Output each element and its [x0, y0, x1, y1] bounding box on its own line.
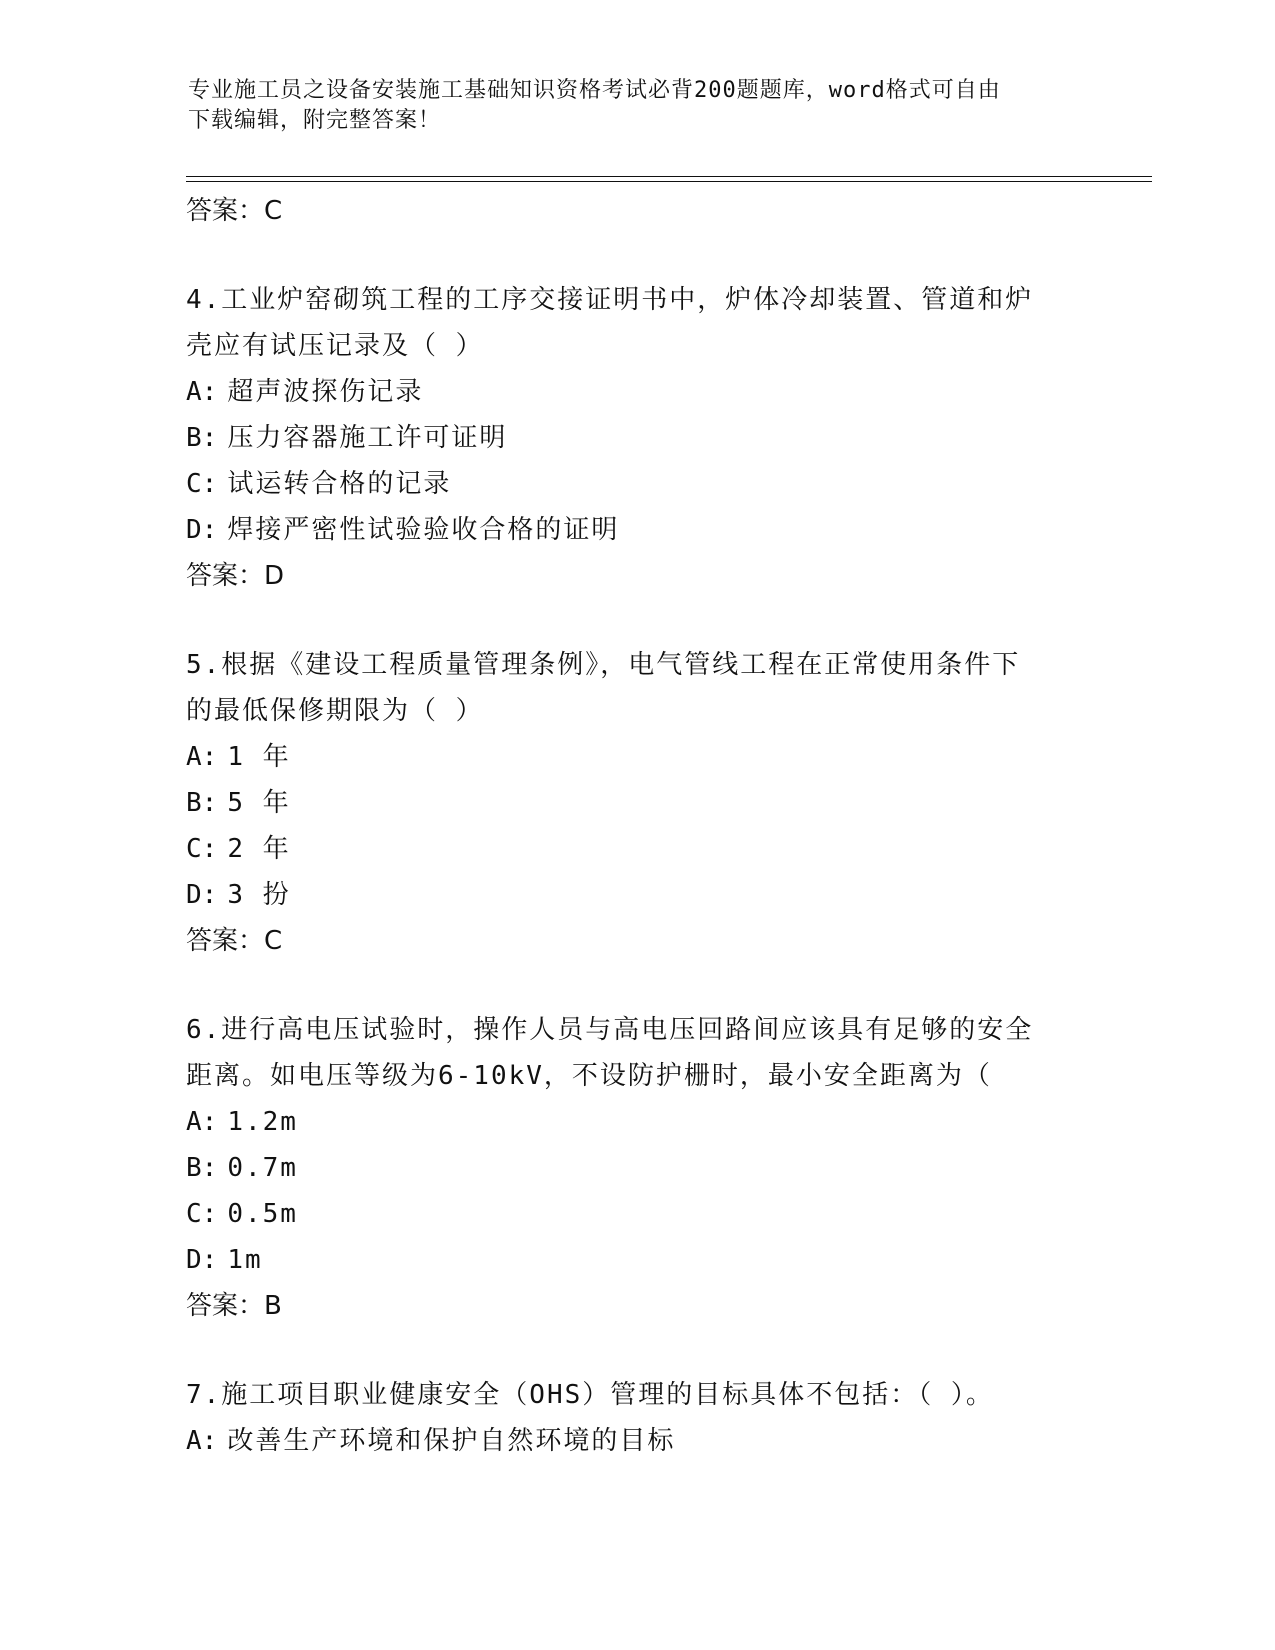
- option-text: 2 年: [227, 834, 291, 864]
- option-text: 超声波探伤记录: [227, 377, 424, 407]
- question-stem-line: 壳应有试压记录及（ ）: [186, 331, 484, 361]
- option-a: [186, 734, 1086, 780]
- option-text: 1.2m: [227, 1107, 298, 1137]
- question-4: [186, 277, 1086, 599]
- option-key: D:: [186, 515, 218, 545]
- option-c: [186, 826, 1086, 872]
- option-text: 5 年: [227, 788, 291, 818]
- option-text: 1 年: [227, 742, 291, 772]
- option-key: A:: [186, 1426, 218, 1456]
- document-header: [188, 76, 1088, 136]
- option-text: 改善生产环境和保护自然环境的目标: [227, 1426, 676, 1456]
- option-text: 0.7m: [227, 1153, 298, 1183]
- option-key: A:: [186, 377, 218, 407]
- question-stem-line: 7.施工项目职业健康安全（OHS）管理的目标具体不包括：（ ）。: [186, 1380, 994, 1410]
- header-rule-top: [186, 176, 1152, 177]
- option-key: C:: [186, 469, 218, 499]
- option-key: B:: [186, 788, 218, 818]
- question-7: [186, 1372, 1086, 1464]
- header-line-2: 下载编辑，附完整答案！: [188, 108, 442, 133]
- question-stem-line: 的最低保修期限为（ ）: [186, 696, 484, 726]
- option-key: A:: [186, 1107, 218, 1137]
- option-key: B:: [186, 423, 218, 453]
- option-a: [186, 1099, 1086, 1145]
- option-key: A:: [186, 742, 218, 772]
- option-b: [186, 1145, 1086, 1191]
- option-key: C:: [186, 834, 218, 864]
- option-key: C:: [186, 1199, 218, 1229]
- option-a: [186, 369, 1086, 415]
- answer-label: 答案：C: [186, 196, 283, 226]
- option-d: [186, 1237, 1086, 1283]
- option-b: [186, 780, 1086, 826]
- answer-label: 答案：C: [186, 926, 283, 956]
- option-a: [186, 1418, 1086, 1464]
- option-key: D:: [186, 1245, 218, 1275]
- question-6: [186, 1007, 1086, 1329]
- option-key: B:: [186, 1153, 218, 1183]
- option-text: 压力容器施工许可证明: [227, 423, 508, 453]
- question-stem-line: 5.根据《建设工程质量管理条例》，电气管线工程在正常使用条件下: [186, 650, 1021, 680]
- option-key: D:: [186, 880, 218, 910]
- option-text: 0.5m: [227, 1199, 298, 1229]
- question-stem-line: 6.进行高电压试验时，操作人员与高电压回路间应该具有足够的安全: [186, 1015, 1034, 1045]
- option-text: 1m: [227, 1245, 263, 1275]
- option-d: [186, 872, 1086, 918]
- option-c: [186, 461, 1086, 507]
- header-line-1: 专业施工员之设备安装施工基础知识资格考试必背200题题库，word格式可自由: [188, 78, 1001, 103]
- question-5: [186, 642, 1086, 964]
- question-stem-line: 距离。如电压等级为6-10kV，不设防护栅时，最小安全距离为（: [186, 1061, 992, 1091]
- header-rule-bottom: [186, 181, 1152, 182]
- option-d: [186, 507, 1086, 553]
- answer-label: 答案：D: [186, 561, 285, 591]
- answer-label: 答案：B: [186, 1291, 282, 1321]
- option-c: [186, 1191, 1086, 1237]
- option-text: 3 扮: [227, 880, 291, 910]
- option-text: 焊接严密性试验验收合格的证明: [227, 515, 620, 545]
- question-stem-line: 4.工业炉窑砌筑工程的工序交接证明书中，炉体冷却装置、管道和炉: [186, 285, 1034, 315]
- option-text: 试运转合格的记录: [227, 469, 452, 499]
- option-b: [186, 415, 1086, 461]
- question-list: [186, 188, 1086, 1464]
